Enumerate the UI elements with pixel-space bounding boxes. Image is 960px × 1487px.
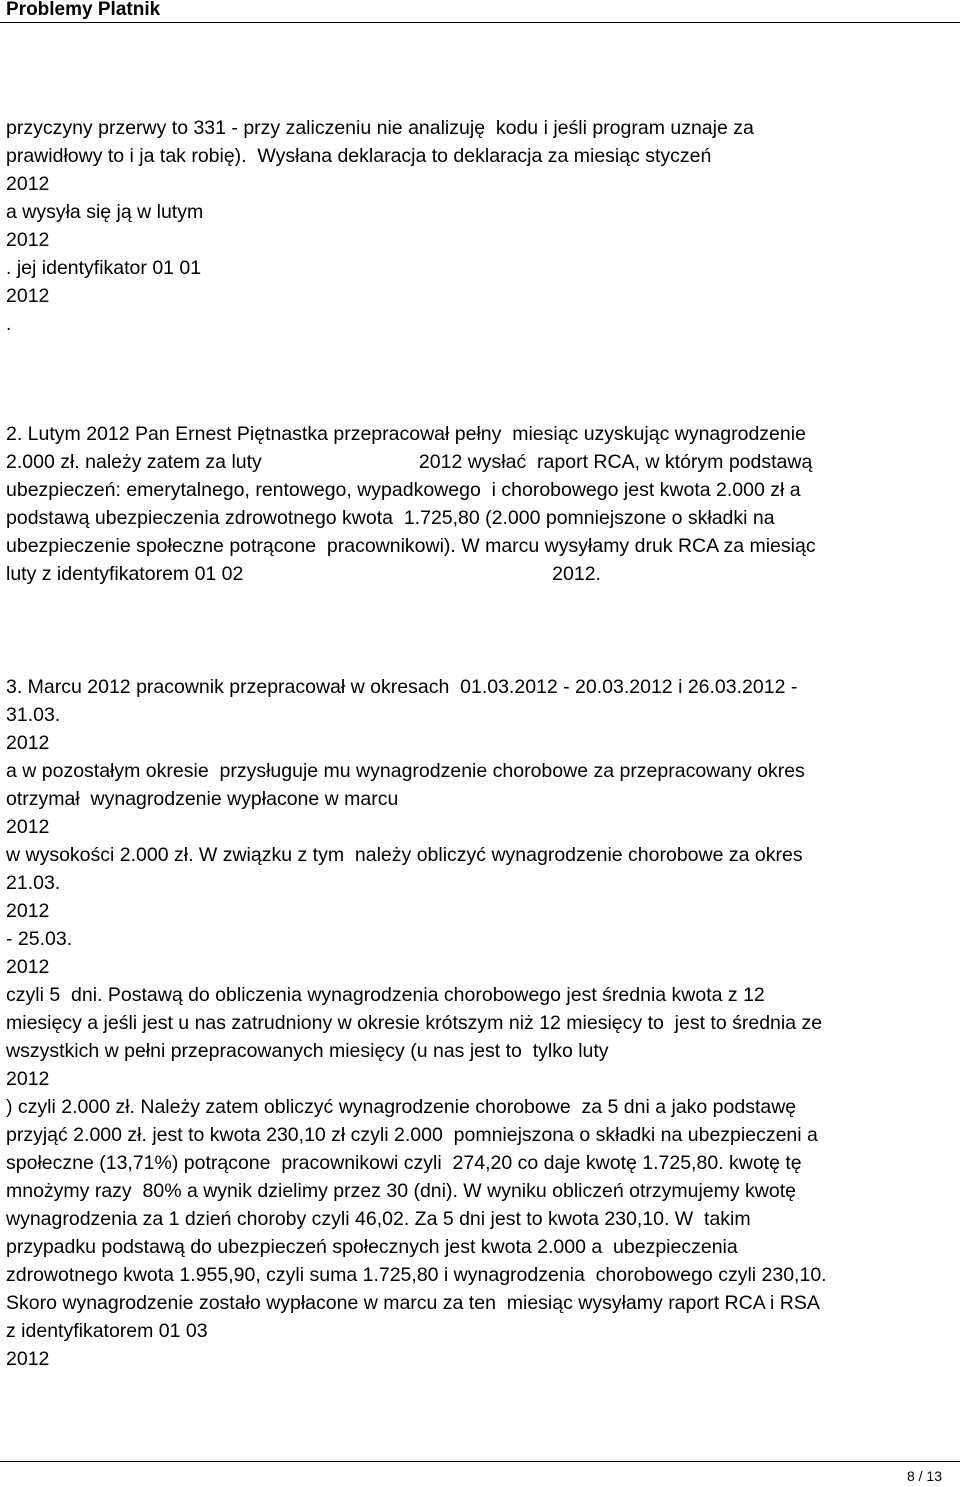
text-line: a wysyła się ją w lutym [6,201,204,223]
text-line: ubezpieczenie społeczne potrącone pracownikowi). W marcu wysyłamy druk RCA za miesiąc [6,535,816,557]
text-line: 2012 [6,732,50,754]
text-line: 2012 [6,816,50,838]
text-line: ) czyli 2.000 zł. Należy zatem obliczyć wynagrodzenie chorobowe za 5 dni a jako podstawę [6,1096,797,1118]
text-line: . [6,313,12,335]
text-line: 2.000 zł. należy zatem za luty 2012 wysłać raport RCA, w którym podstawą [6,451,813,473]
text-line: czyli 5 dni. Postawą do obliczenia wynagrodzenia chorobowego jest średnia kwota z 12 [6,984,765,1006]
text-line: mnożymy razy 80% a wynik dzielimy przez 30 (dni). W wyniku obliczeń otrzymujemy kwotę [6,1180,796,1202]
text-line: 2012 [6,173,50,195]
footer-divider [0,1461,960,1462]
text-line: przyjąć 2.000 zł. jest to kwota 230,10 zł czyli 2.000 pomniejszona o składki na ubezpieczeni a [6,1124,818,1146]
text-line: - 25.03. [6,928,73,950]
text-line: 2. Lutym 2012 Pan Ernest Piętnastka przepracował pełny miesiąc uzyskując wynagrodzenie [6,423,806,445]
text-line: a w pozostałym okresie przysługuje mu wynagrodzenie chorobowe za przepracowany okres [6,760,805,782]
text-line: luty z identyfikatorem 01 02 2012. [6,563,601,585]
text-line: otrzymał wynagrodzenie wypłacone w marcu [6,788,399,810]
text-line: z identyfikatorem 01 03 [6,1320,208,1342]
text-line: . jej identyfikator 01 01 [6,257,202,279]
text-line: ubezpieczeń: emerytalnego, rentowego, wypadkowego i chorobowego jest kwota 2.000 zł a [6,479,801,501]
text-line: podstawą ubezpieczenia zdrowotnego kwota 1.725,80 (2.000 pomniejszone o składki na [6,507,775,529]
text-line: 2012 [6,956,50,978]
text-line: 3. Marcu 2012 pracownik przepracował w okresach 01.03.2012 - 20.03.2012 i 26.03.2012 - [6,676,798,698]
text-line: 2012 [6,1068,50,1090]
page-header [0,0,960,23]
text-line: miesięcy a jeśli jest u nas zatrudniony w okresie krótszym niż 12 miesięcy to jest to średnia ze [6,1012,823,1034]
text-line: wszystkich w pełni przepracowanych miesięcy (u nas jest to tylko luty [6,1040,609,1062]
text-line: przypadku podstawą do ubezpieczeń społecznych jest kwota 2.000 a ubezpieczenia [6,1236,738,1258]
text-line: 2012 [6,229,50,251]
text-line: 31.03. [6,704,61,726]
text-line: przyczyny przerwy to 331 - przy zaliczeniu nie analizuję kodu i jeśli program uznaje za [6,117,754,139]
page-title: Problemy Platnik [6,0,161,20]
text-line: 2012 [6,285,50,307]
text-line: zdrowotnego kwota 1.955,90, czyli suma 1.725,80 i wynagrodzenia chorobowego czyli 230,10. [6,1264,827,1286]
text-line: społeczne (13,71%) potrącone pracownikowi czyli 274,20 co daje kwotę 1.725,80. kwotę tę [6,1152,802,1174]
text-line: Skoro wynagrodzenie zostało wypłacone w marcu za ten miesiąc wysyłamy raport RCA i RSA [6,1292,820,1314]
text-line: 21.03. [6,872,61,894]
text-line: 2012 [6,1348,50,1370]
text-line: wynagrodzenia za 1 dzień choroby czyli 46,02. Za 5 dni jest to kwota 230,10. W takim [6,1208,751,1230]
page-number: 8 / 13 [906,1468,942,1484]
text-line: prawidłowy to i ja tak robię). Wysłana deklaracja to deklaracja za miesiąc styczeń [6,145,712,167]
text-line: w wysokości 2.000 zł. W związku z tym należy obliczyć wynagrodzenie chorobowe za okres [6,844,803,866]
text-line: 2012 [6,900,50,922]
